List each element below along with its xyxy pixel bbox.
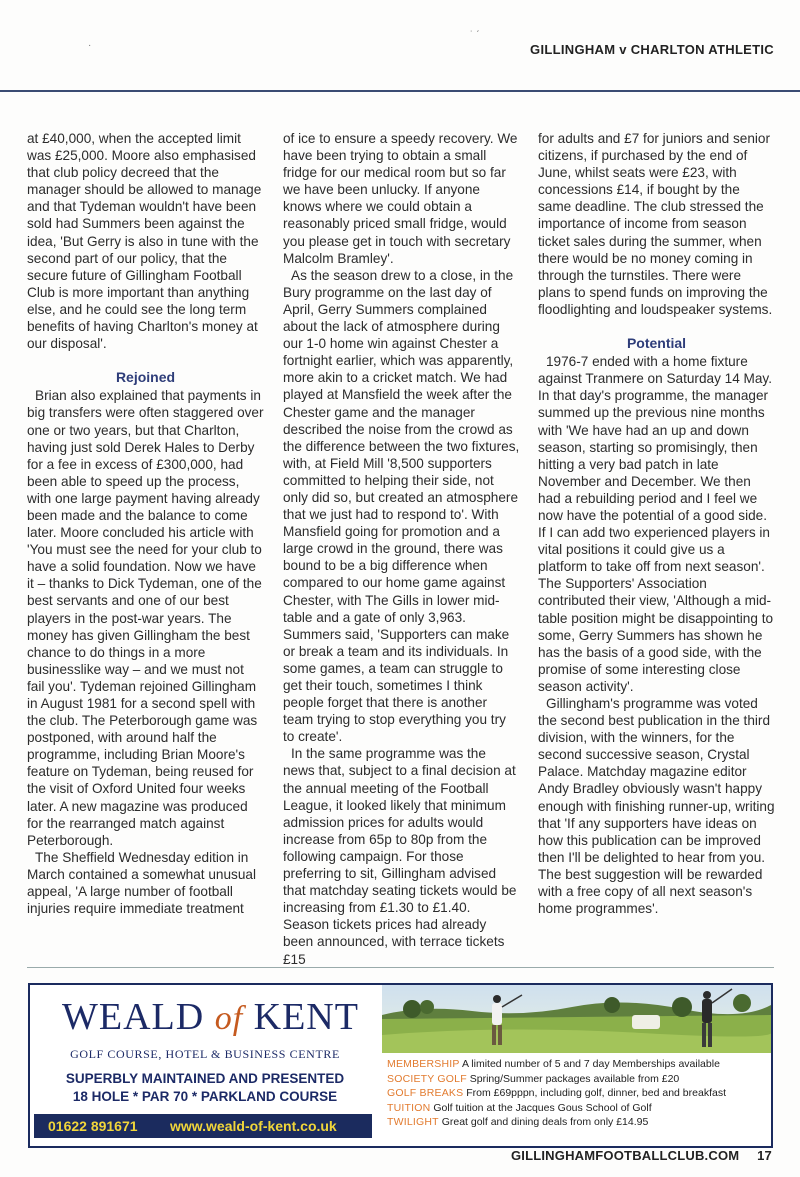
logo-word-weald: WEALD — [62, 996, 205, 1038]
scan-speck: · — [88, 40, 92, 51]
article-column-1 — [27, 130, 264, 917]
advert-tagline-1: SUPERBLY MAINTAINED AND PRESENTED — [65, 1071, 345, 1086]
page-footer — [511, 1148, 772, 1163]
subheading-potential: Potential — [626, 335, 687, 352]
paragraph: In the same programme was the news that, subject to a final decision at the annual meeting of the Football League, it looked likely that minimum admission prices for adults would increase from 65p to 80p from the following campaign. For those preferring to sit, Gillingham advised that matchday seating tickets would be increasing from £1.30 to £1.40. Season tickets prices had already been announced, with terrace tickets £15 — [283, 746, 517, 967]
offer-tuition: TUITION Golf tuition at the Jacques Gous School of Golf — [387, 1101, 652, 1114]
phone-number: 01622 891671 — [48, 1118, 138, 1134]
page-number: 17 — [757, 1148, 772, 1163]
contact-bar — [34, 1114, 372, 1138]
logo-word-kent: KENT — [253, 996, 359, 1038]
footer-site: GILLINGHAMFOOTBALLCLUB.COM — [510, 1148, 740, 1163]
paragraph: at £40,000, when the accepted limit was £25,000. Moore also emphasised that club policy decreed that the manager should be allowed to manage and that Tydeman wouldn't have been sold had Summers been against the idea, 'But Gerry is also in tune with the second part of our policy, that the secure future of Gillingham Football Club is more important than anything else, and he could see the long term benefits of having Charlton's money at our disposal'. — [27, 131, 262, 352]
paragraph: 1976-7 ended with a home fixture against Tranmere on Saturday 14 May. In that day's programme, the manager summed up the previous nine months with 'We have had an up and down season, starting so promisingly, then hitting a very bad patch in late November and December. We then had a rebuilding period and I feel we now have the potential of a good side. If I can add two experienced players in vital positions it could give us a platform to take off from next season'. The Supporters' Association contributed their view, 'Although a mid-table position might be disappointing to some, Gerry Summers has shown he has the basis of a good side, with the promise of some interesting close season activity'. — [538, 354, 774, 694]
paragraph: of ice to ensure a speedy recovery. We have been trying to obtain a small fridge for our medical room but so far we have been unlucky. If anyone knows where we could obtain a reasonably priced small fridge, would you please get in touch with secretary Malcolm Bramley'. — [283, 131, 518, 266]
subheading-rejoined: Rejoined — [115, 369, 176, 386]
offer-golf-breaks: GOLF BREAKS From £69pppn, including golf, dinner, bed and breakfast — [387, 1087, 726, 1099]
offer-twilight: TWILIGHT Great golf and dining deals from only £14.95 — [387, 1116, 649, 1128]
article-column-3 — [538, 130, 775, 917]
header-rule — [0, 90, 800, 92]
advert-offers — [387, 1057, 767, 1130]
paragraph: The Sheffield Wednesday edition in March contained a somewhat unusual appeal, 'A large number of football injuries require immediate treatment — [27, 849, 256, 917]
paragraph: Gillingham's programme was voted the second best publication in the third division, with the winners, for the second successive season, Crystal Palace. Matchday magazine editor Andy Bradley obviously wasn't happy enough with finishing runner-up, writing that 'If any supporters have ideas on how this publication can be improved then I'll be delighted to hear from you. The best suggestion will be rewarded with a free copy of all next season's home programmes'. — [538, 696, 775, 917]
weald-of-kent-logo — [62, 995, 359, 1039]
paragraph: for adults and £7 for juniors and senior citizens, if purchased by the end of June, whilst seats were £23, with concessions £14, if bought by the same deadline. The club stressed the importance of income from season ticket sales during the summer, when there would be no money coming in through the turnstiles. There were plans to spend funds on improving the floodlighting and loudspeaker systems. — [538, 131, 773, 317]
paragraph: As the season drew to a close, in the Bury programme on the last day of April, Gerry Summers complained about the lack of atmosphere during our 1-0 home win against Chester a fortnight earlier, which was apparently, more akin to a cricket match. We had played at Mansfield the week after the Chester game and the manager described the noise from the crowd as the difference between the two fixtures, with, at Field Mill '8,500 supporters committed to helping their side, not only did so, but created an atmosphere that we just had to respond to'. With Mansfield going for promotion and a large crowd in the ground, there was bound to be a big difference when compared to our home game against Chester, with The Gills in lower mid-table and a gate of only 3,963. Summers said, 'Supporters can make or break a team and its individuals. In some games, a team can struggle to get their touch, sometimes I think people forget that there is another team trying to stop everything you try to create'. — [283, 267, 520, 745]
advert-subtitle: GOLF COURSE, HOTEL & BUSINESS CENTRE — [70, 1047, 340, 1061]
weald-of-kent-advert — [28, 983, 773, 1148]
running-head: GILLINGHAM v CHARLTON ATHLETIC — [530, 42, 774, 57]
scan-speck: ˙ ˊ — [470, 30, 480, 41]
advert-tagline-2: 18 HOLE * PAR 70 * PARKLAND COURSE — [72, 1089, 338, 1104]
article-column-2 — [283, 130, 520, 968]
offer-society-golf: SOCIETY GOLF Spring/Summer packages available from £20 — [387, 1072, 680, 1085]
golf-course-illustration — [382, 985, 771, 1053]
section-divider — [27, 967, 774, 968]
paragraph: Brian also explained that payments in big transfers were often staggered over one or two years, but that Charlton, having just sold Derek Hales to Derby for a fee in excess of £300,000, had been able to speed up the process, with one large payment having already been made and the balance to come later. Moore concluded his article with 'You must see the need for your club to have a solid foundation. Now we have it – thanks to Dick Tydeman, one of the best servants and one of our best players in the post-war years. The money has given Gillingham the best chance to do things in a more businesslike way – and we must not fail you'. Tydeman rejoined Gillingham in August 1981 for a second spell with the club. The Peterborough game was postponed, with around half the programme, including Brian Moore's feature on Tydeman, being reused for the visit of Oxford United four weeks later. A new magazine was produced for the rearranged match against Peterborough. — [27, 388, 264, 848]
logo-word-of: of — [214, 1000, 244, 1037]
website-link[interactable]: www.weald-of-kent.co.uk — [170, 1118, 337, 1134]
offer-membership: MEMBERSHIP A limited number of 5 and 7 day Memberships available — [387, 1058, 720, 1070]
golf-course-photo — [382, 985, 771, 1053]
advert-branding — [30, 985, 380, 1146]
